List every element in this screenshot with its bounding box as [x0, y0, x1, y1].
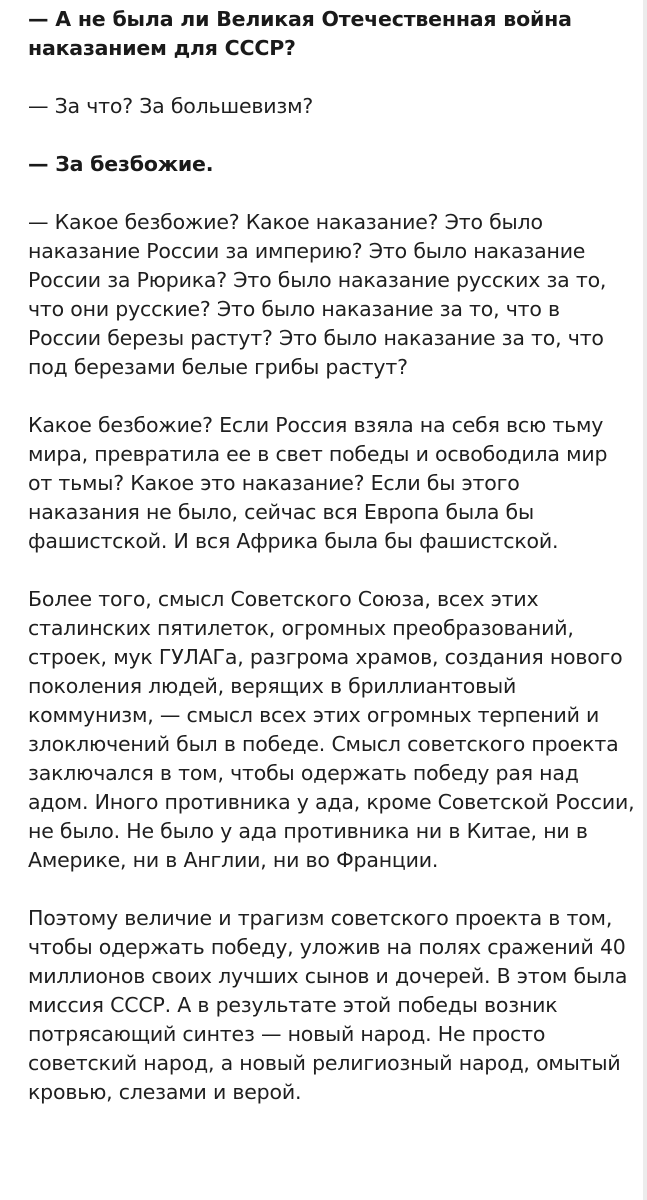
answer-paragraph-2: — Какое безбожие? Какое наказание? Это было наказание России за империю? Это было наказание России за Рюрика? Это было наказание русских за то, что они русские? Это было наказание за то, что в России березы растут? Это было наказание за то, что под березами белые грибы растут?	[28, 210, 607, 379]
answer-paragraph-4: Более того, смысл Советского Союза, всех этих сталинских пятилеток, огромных преобразований, строек, мук ГУЛАГа, разгрома храмов, создания нового поколения людей, верящих в бриллиантовый коммунизм, — смысл всех этих огромных терпений и злоключений был в победе. Смысл советского проекта заключался в том, чтобы одержать победу рая над адом. Иного противника у ада, кроме Советской России, не было. Не было у ада противника ни в Китае, ни в Америке, ни в Англии, ни во Франции.	[28, 587, 635, 872]
answer-paragraph-3: Какое безбожие? Если Россия взяла на себя всю тьму мира, превратила ее в свет победы и освободила мир от тьмы? Какое это наказание? Если бы этого наказания не было, сейчас вся Европа была бы фашистской. И вся Африка была бы фашистской.	[28, 413, 608, 553]
question-paragraph-1: — А не была ли Великая Отечественная война наказанием для СССР?	[28, 7, 572, 60]
answer-paragraph-1: — За что? За большевизм?	[28, 94, 314, 118]
scrollbar[interactable]	[643, 0, 647, 1200]
question-paragraph-2: — За безбожие.	[28, 152, 214, 176]
answer-paragraph-5: Поэтому величие и трагизм советского проекта в том, чтобы одержать победу, уложив на полях сражений 40 миллионов своих лучших сынов и дочерей. В этом была миссия СССР. А в результате этой победы возник потрясающий синтез — новый народ. Не просто советский народ, а новый религиозный народ, омытый кровью, слезами и верой.	[28, 906, 628, 1104]
